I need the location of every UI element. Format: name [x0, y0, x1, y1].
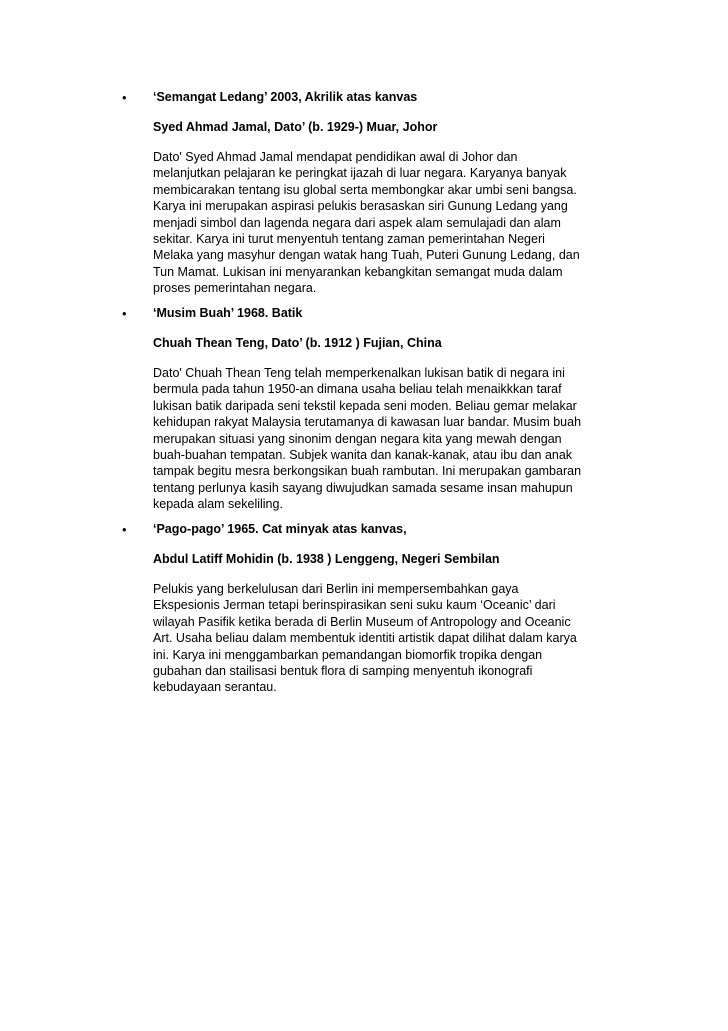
artist-name: Syed Ahmad Jamal, Dato’ (b. 1929-) Muar, Johor: [153, 120, 438, 134]
description-line: bermula pada tahun 1950-an dimana usaha beliau telah menaikkkan taraf: [153, 382, 562, 397]
description-line: sekitar. Karya ini turut menyentuh tentang zaman pemerintahan Negeri: [153, 232, 545, 247]
description-line: proses pemerintahan negara.: [153, 281, 317, 296]
description-line: melanjutkan pelajaran ke peringkat ijazah di luar negara. Karyanya banyak: [153, 166, 567, 181]
bullet-point: •: [122, 90, 127, 105]
description-line: menjadi simbol dan lagenda negara dari aspek alam semulajadi dan alam: [153, 215, 561, 230]
artwork-title: ‘Musim Buah’ 1968. Batik: [153, 306, 303, 320]
artwork-entry: [122, 521, 623, 696]
description-line: Pelukis yang berkelulusan dari Berlin ini mempersembahkan gaya: [153, 582, 519, 596]
artist-name: Chuah Thean Teng, Dato’ (b. 1912 ) Fujian, China: [153, 336, 442, 350]
description-line: kepada alam sekeliling.: [153, 497, 283, 512]
description-line: Melaka yang masyhur dengan watak hang Tuah, Puteri Gunung Ledang, dan: [153, 248, 580, 263]
description-line: Art. Usaha beliau dalam membentuk identiti artistik dapat dilihat dalam karya: [153, 631, 577, 646]
artwork-title: ‘Pago-pago’ 1965. Cat minyak atas kanvas,: [153, 522, 407, 536]
description-line: lukisan batik daripada seni tekstil kepada seni moden. Beliau gemar melakar: [153, 398, 577, 413]
description-line: gubahan dan stailisasi bentuk flora di samping menyentuh ikonografi: [153, 664, 533, 679]
artwork-description: [153, 581, 623, 696]
description-line: ini. Karya ini menggambarkan pemandangan biomorfik tropika dengan: [153, 647, 543, 662]
description-line: membicarakan tentang isu global serta membongkar akar umbi seni bangsa.: [153, 182, 577, 197]
description-line: kebudayaan serantau.: [153, 680, 277, 695]
description-line: Dato' Syed Ahmad Jamal mendapat pendidikan awal di Johor dan: [153, 150, 518, 164]
artwork-description: [153, 365, 623, 513]
artwork-entry: [122, 305, 623, 513]
description-line: tentang perlunya kasih sayang diwujudkan samada sesame insan mahupun: [153, 480, 573, 495]
artwork-description: [153, 149, 623, 297]
description-line: Karya ini merupakan aspirasi pelukis berasaskan siri Gunung Ledang yang: [153, 199, 568, 214]
description-line: Dato' Chuah Thean Teng telah memperkenalkan lukisan batik di negara ini: [153, 366, 565, 380]
bullet-point: •: [122, 306, 127, 321]
artwork-entry: [122, 89, 623, 297]
description-line: Tun Mamat. Lukisan ini menyarankan kebangkitan semangat muda dalam: [153, 264, 563, 279]
artwork-title: ‘Semangat Ledang’ 2003, Akrilik atas kanvas: [153, 90, 418, 104]
description-line: Ekspesionis Jerman tetapi berinspirasikan seni suku kaum ‘Oceanic’ dari: [153, 598, 556, 613]
description-line: kehidupan rakyat Malaysia terutamanya di kawasan luar bandar. Musim buah: [153, 415, 582, 430]
bullet-point: •: [122, 522, 127, 537]
description-line: tampak begitu mesra berkongsikan buah rambutan. Ini merupakan gambaran: [153, 464, 582, 479]
description-line: buah-buahan tempatan. Subjek wanita dan kanak-kanak, atau ibu dan anak: [153, 448, 573, 463]
description-line: wilayah Pasifik ketika berada di Berlin Museum of Antropology and Oceanic: [153, 614, 571, 629]
description-line: merupakan situasi yang sinonim dengan negara kita yang mewah dengan: [153, 431, 562, 446]
artist-name: Abdul Latiff Mohidin (b. 1938 ) Lenggeng, Negeri Sembilan: [153, 552, 500, 566]
